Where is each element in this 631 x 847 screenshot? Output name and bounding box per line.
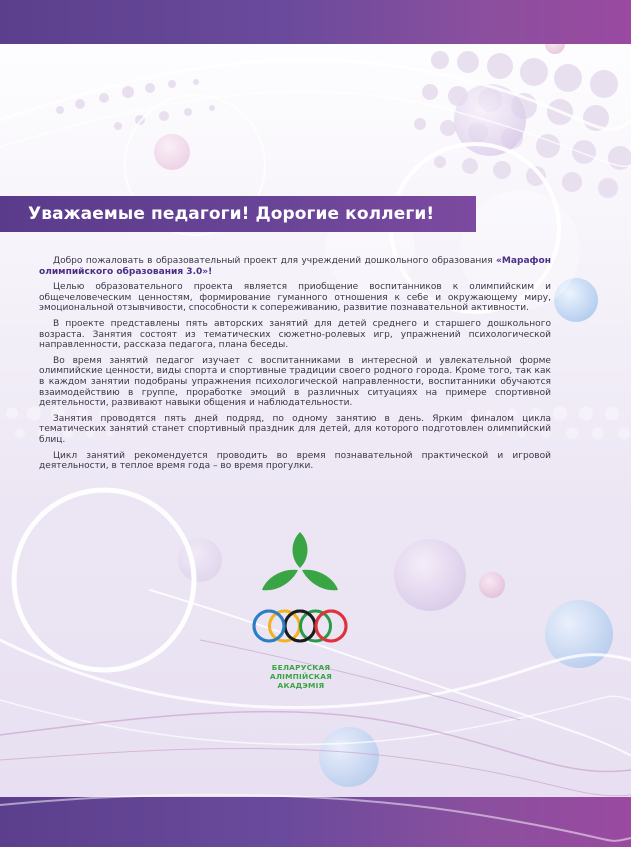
bubble — [454, 84, 526, 156]
bubble — [178, 538, 222, 582]
academy-name-line: АЛІМПІЙСКАЯ — [269, 672, 333, 681]
footer-band — [0, 797, 631, 847]
paragraph: В проекте представлены пять авторских занятий для детей среднего и старшего дошкольного возраста. Занятия состоят из тематических сюжетно-ролевых игр, упражнений психологической направленности, рассказа педагога, плана беседы. — [39, 318, 551, 351]
olympic-rings-icon — [254, 611, 346, 643]
ring-outline — [14, 490, 194, 670]
paragraph: Цикл занятий рекомендуется проводить во время познавательной практической и игровой деятельности, в теплое время года – во время прогулки. — [39, 450, 551, 472]
olympic-rings-lower — [269, 611, 299, 647]
page-title: Уважаемые педагоги! Дорогие коллеги! — [28, 204, 435, 224]
paragraph: Целью образовательного проекта является приобщение воспитанников к олимпийским и общечеловеческим ценностям, формирование гуманного отношения к себе и окружающему миру, эмоциональной отзывчивости, способности к сопереживанию, развитие познавательной активности. — [39, 282, 551, 314]
paragraph: Занятия проводятся пять дней подряд, по одному занятию в день. Ярким финалом цикла тематических занятий станет спортивный праздник для детей, для которого подготовлен олимпийский блиц. — [39, 413, 551, 445]
leaf-icon — [262, 532, 338, 590]
paragraph: Во время занятий педагог изучает с воспитанниками в интересной и увлекательной форме олимпийские ценности, виды спорта и спортивные традиции своего родного города. Кроме того, так как в каждом занятии подобраны упражнения психологической направленности, воспитанники обучаются взаимодействию в группе, проработке эмоций в различных ситуациях на примере спортивной деятельности, развивают навыки общения и наблюдательности. — [39, 355, 551, 409]
olympic-rings-main — [254, 611, 346, 641]
intro-paragraph — [39, 256, 551, 277]
bubble — [154, 134, 190, 170]
bubble — [545, 600, 613, 668]
bubble — [479, 572, 505, 598]
project-name: «Марафон олимпийского образования 3.0»! — [39, 256, 551, 277]
body-text — [39, 256, 551, 477]
bubble — [394, 539, 466, 611]
academy-name-line: АКАДЭМІЯ — [277, 681, 325, 690]
academy-name — [246, 663, 356, 690]
academy-name-line: БЕЛАРУСКАЯ — [271, 663, 331, 672]
header-band — [0, 0, 631, 44]
intro-text: Добро пожаловать в образовательный проект для учреждений дошкольного образования — [53, 256, 497, 266]
dot-pattern-upper — [56, 51, 631, 198]
bubble — [319, 727, 379, 787]
bubble — [554, 278, 598, 322]
